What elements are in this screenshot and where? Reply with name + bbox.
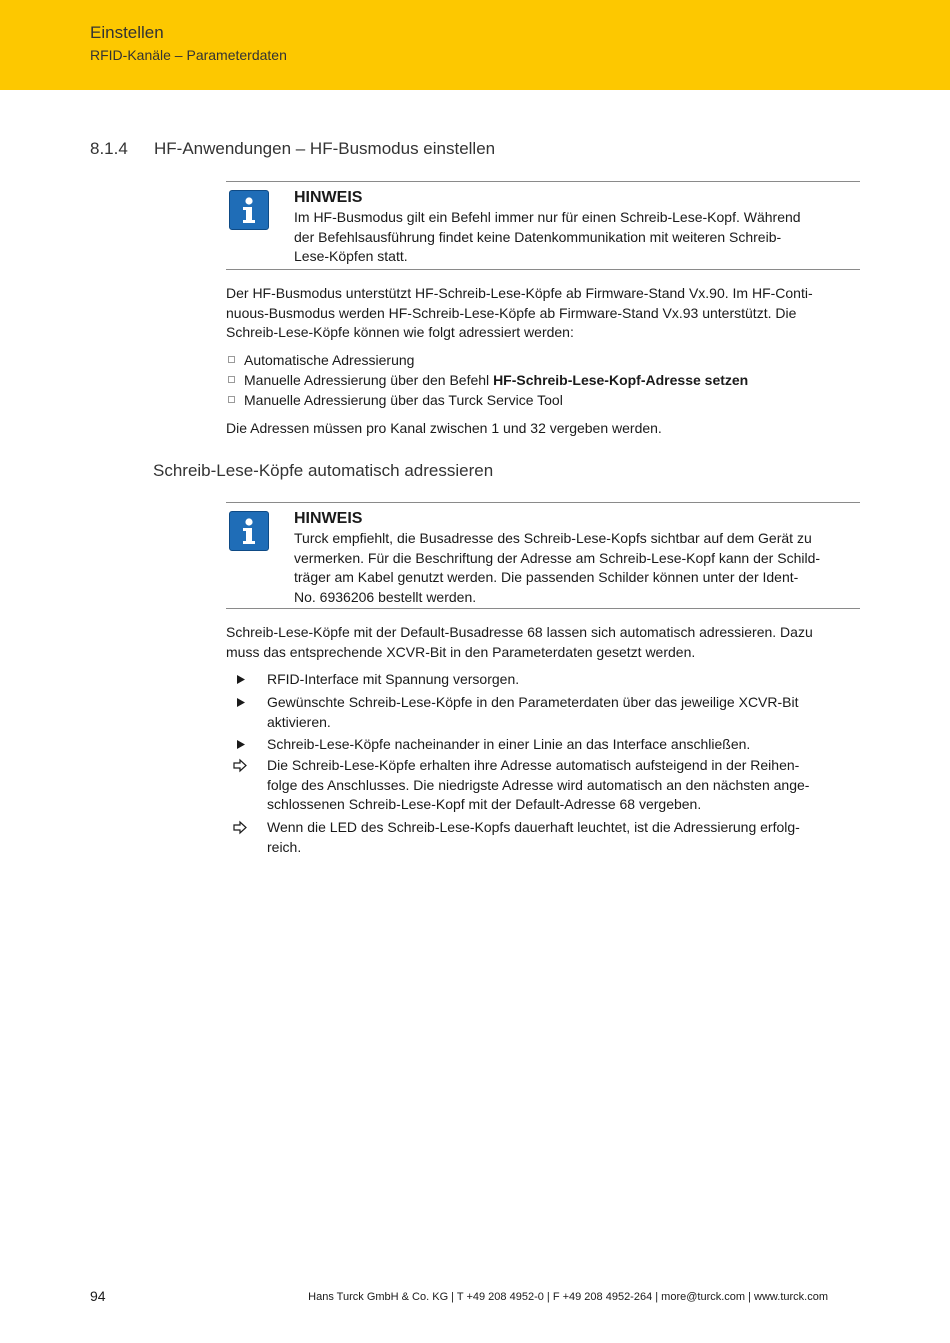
notice-title: HINWEIS (294, 510, 363, 527)
outline-arrow-right-icon (232, 756, 252, 775)
intro-paragraph (226, 284, 846, 343)
paragraph-line: Schreib-Lese-Köpfe mit der Default-Busadresse 68 lassen sich automatisch adressieren. Dazu (226, 624, 813, 640)
triangle-right-icon (232, 735, 252, 754)
section-number: 8.1.4 (90, 139, 128, 158)
notice-line: Lese-Köpfen statt. (294, 248, 408, 264)
header-title: Einstellen (90, 23, 164, 42)
address-range-note: Die Adressen müssen pro Kanal zwischen 1 und 32 vergeben werden. (226, 420, 662, 436)
footer-contact: Hans Turck GmbH & Co. KG | T +49 208 4952-0 | F +49 208 4952-264 | more@turck.com | www.turck.com (308, 1291, 828, 1303)
square-bullet-icon (228, 376, 235, 383)
info-icon (229, 190, 269, 230)
notice-text (294, 208, 842, 267)
notice-line: No. 6936206 bestellt werden. (294, 588, 477, 605)
auto-address-paragraph (226, 623, 846, 662)
step-line: Gewünschte Schreib-Lese-Köpfe in den Parameterdaten über das jeweilige XCVR-Bit (267, 694, 799, 710)
step-line: schlossenen Schreib-Lese-Kopf mit der Default-Adresse 68 vergeben. (267, 796, 702, 812)
command-name: HF-Schreib-Lese-Kopf-Adresse setzen (493, 372, 749, 388)
triangle-right-icon (232, 670, 252, 689)
header-band (0, 0, 950, 90)
header-subtitle: RFID-Kanäle – Parameterdaten (90, 47, 287, 63)
notice-line: Im HF-Busmodus gilt ein Befehl immer nur für einen Schreib-Lese-Kopf. Während (294, 209, 801, 225)
paragraph-line: Der HF-Busmodus unterstützt HF-Schreib-Lese-Köpfe ab Firmware-Stand Vx.90. Im HF-Conti- (226, 285, 813, 301)
step-line: reich. (267, 838, 302, 855)
step-line: folge des Anschlusses. Die niedrigste Adresse wird automatisch an den nächsten ange- (267, 776, 810, 793)
step-line: Die Schreib-Lese-Köpfe erhalten ihre Adresse automatisch aufsteigend in der Reihen- (267, 757, 800, 773)
section-title: HF-Anwendungen – HF-Busmodus einstellen (154, 139, 496, 158)
square-bullet-icon (228, 396, 235, 403)
info-icon (229, 511, 269, 551)
step-line: aktivieren. (267, 713, 331, 730)
list-item-text: Manuelle Adressierung über das Turck Service Tool (244, 392, 563, 408)
notice-line: vermerken. Für die Beschriftung der Adresse am Schreib-Lese-Kopf kann der Schild- (294, 549, 821, 566)
notice-box (226, 181, 860, 270)
address-mode-list (226, 350, 846, 410)
list-item (226, 390, 846, 410)
step-line: RFID-Interface mit Spannung versorgen. (267, 671, 520, 687)
notice-title: HINWEIS (294, 189, 363, 206)
section-heading (90, 139, 495, 159)
outline-arrow-right-icon (232, 818, 252, 837)
notice-text (294, 529, 842, 607)
page-number: 94 (90, 1288, 106, 1304)
step-line: Wenn die LED des Schreib-Lese-Kopfs dauerhaft leuchtet, ist die Adressierung erfolg- (267, 819, 800, 835)
triangle-right-icon (232, 693, 252, 712)
notice-line: träger am Kabel genutzt werden. Die passenden Schilder können unter der Ident- (294, 569, 799, 585)
step-line: Schreib-Lese-Köpfe nacheinander in einer Linie an das Interface anschließen. (267, 736, 751, 752)
list-item (226, 370, 846, 390)
notice-line: Turck empfiehlt, die Busadresse des Schreib-Lese-Kopfs sichtbar auf dem Gerät zu (294, 530, 812, 546)
notice-line: der Befehlsausführung findet keine Datenkommunikation mit weiteren Schreib- (294, 228, 782, 245)
paragraph-line: nuous-Busmodus werden HF-Schreib-Lese-Köpfe ab Firmware-Stand Vx.93 unterstützt. Die (226, 304, 797, 321)
paragraph-line: muss das entsprechende XCVR-Bit in den Parameterdaten gesetzt werden. (226, 643, 696, 660)
subsection-heading: Schreib-Lese-Köpfe automatisch adressieren (153, 461, 494, 480)
list-item (226, 350, 846, 370)
list-item-text: Manuelle Adressierung über den Befehl (244, 372, 494, 388)
paragraph-line: Schreib-Lese-Köpfe können wie folgt adressiert werden: (226, 324, 574, 340)
list-item-text: Automatische Adressierung (244, 352, 415, 368)
square-bullet-icon (228, 356, 235, 363)
notice-box (226, 502, 860, 609)
